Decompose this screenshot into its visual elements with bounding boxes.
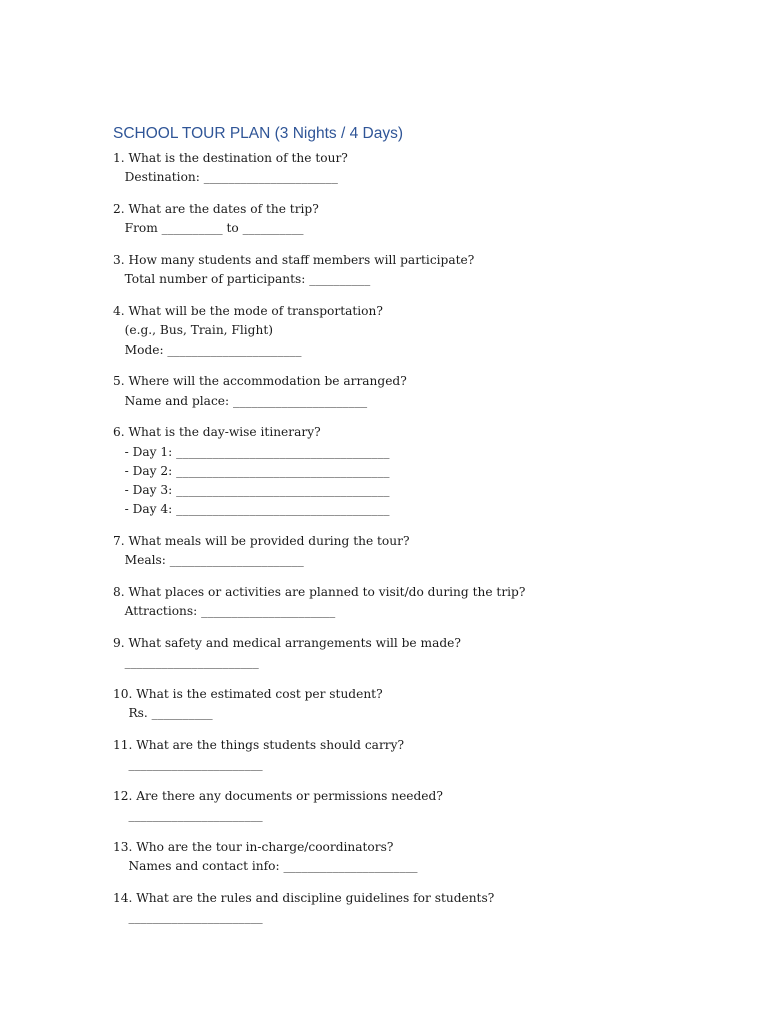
- answer-line: Destination: ______________________: [113, 170, 338, 185]
- answer-line: (e.g., Bus, Train, Flight): [113, 323, 273, 338]
- answer-line: ______________________: [113, 655, 259, 670]
- question-text: 11. What are the things students should carry?: [113, 738, 405, 753]
- question-text: 2. What are the dates of the trip?: [113, 201, 319, 216]
- question-text: 7. What meals will be provided during the tour?: [113, 534, 410, 549]
- answer-line: - Day 3: ___________________________________: [113, 483, 390, 498]
- question-12: [113, 787, 673, 826]
- answer-line: ______________________: [113, 757, 263, 772]
- question-text: 5. Where will the accommodation be arranged?: [113, 374, 407, 389]
- question-text: 6. What is the day-wise itinerary?: [113, 425, 321, 440]
- question-4: [113, 302, 673, 360]
- question-11: [113, 736, 673, 775]
- answer-line: Meals: ______________________: [113, 553, 304, 568]
- answer-line: Rs. __________: [113, 706, 213, 721]
- answer-line: - Day 2: ___________________________________: [113, 463, 390, 478]
- question-2: [113, 200, 673, 239]
- question-text: 13. Who are the tour in-charge/coordinators?: [113, 840, 394, 854]
- question-6: [113, 423, 673, 519]
- document-page: [113, 122, 673, 940]
- question-13: [113, 838, 673, 877]
- question-text: 10. What is the estimated cost per student?: [113, 687, 383, 702]
- question-text: 14. What are the rules and discipline guidelines for students?: [113, 890, 495, 905]
- question-text: 4. What will be the mode of transportation?: [113, 303, 383, 318]
- question-list: [113, 149, 673, 928]
- answer-line: Names and contact info: ______________________: [113, 859, 418, 874]
- question-text: 3. How many students and staff members will participate?: [113, 252, 475, 267]
- question-8: [113, 583, 673, 622]
- answer-line: From __________ to __________: [113, 221, 304, 236]
- answer-line: Attractions: ______________________: [113, 604, 336, 619]
- question-3: [113, 251, 673, 290]
- document-title: SCHOOL TOUR PLAN (3 Nights / 4 Days): [113, 125, 403, 142]
- answer-line: - Day 4: ___________________________________: [113, 502, 390, 517]
- question-1: [113, 149, 673, 188]
- answer-line: Total number of participants: __________: [113, 272, 371, 287]
- answer-line: ______________________: [113, 910, 263, 925]
- question-5: [113, 372, 673, 411]
- question-text: 12. Are there any documents or permissions needed?: [113, 789, 443, 804]
- question-9: [113, 634, 673, 673]
- question-text: 1. What is the destination of the tour?: [113, 151, 348, 165]
- question-7: [113, 532, 673, 571]
- question-text: 8. What places or activities are planned to visit/do during the trip?: [113, 585, 526, 600]
- answer-line: ______________________: [113, 808, 263, 823]
- answer-line: Name and place: ______________________: [113, 393, 368, 408]
- question-text: 9. What safety and medical arrangements will be made?: [113, 636, 461, 651]
- question-10: [113, 685, 673, 724]
- answer-line: Mode: ______________________: [113, 342, 302, 357]
- answer-line: - Day 1: ___________________________________: [113, 444, 390, 459]
- question-14: [113, 889, 673, 928]
